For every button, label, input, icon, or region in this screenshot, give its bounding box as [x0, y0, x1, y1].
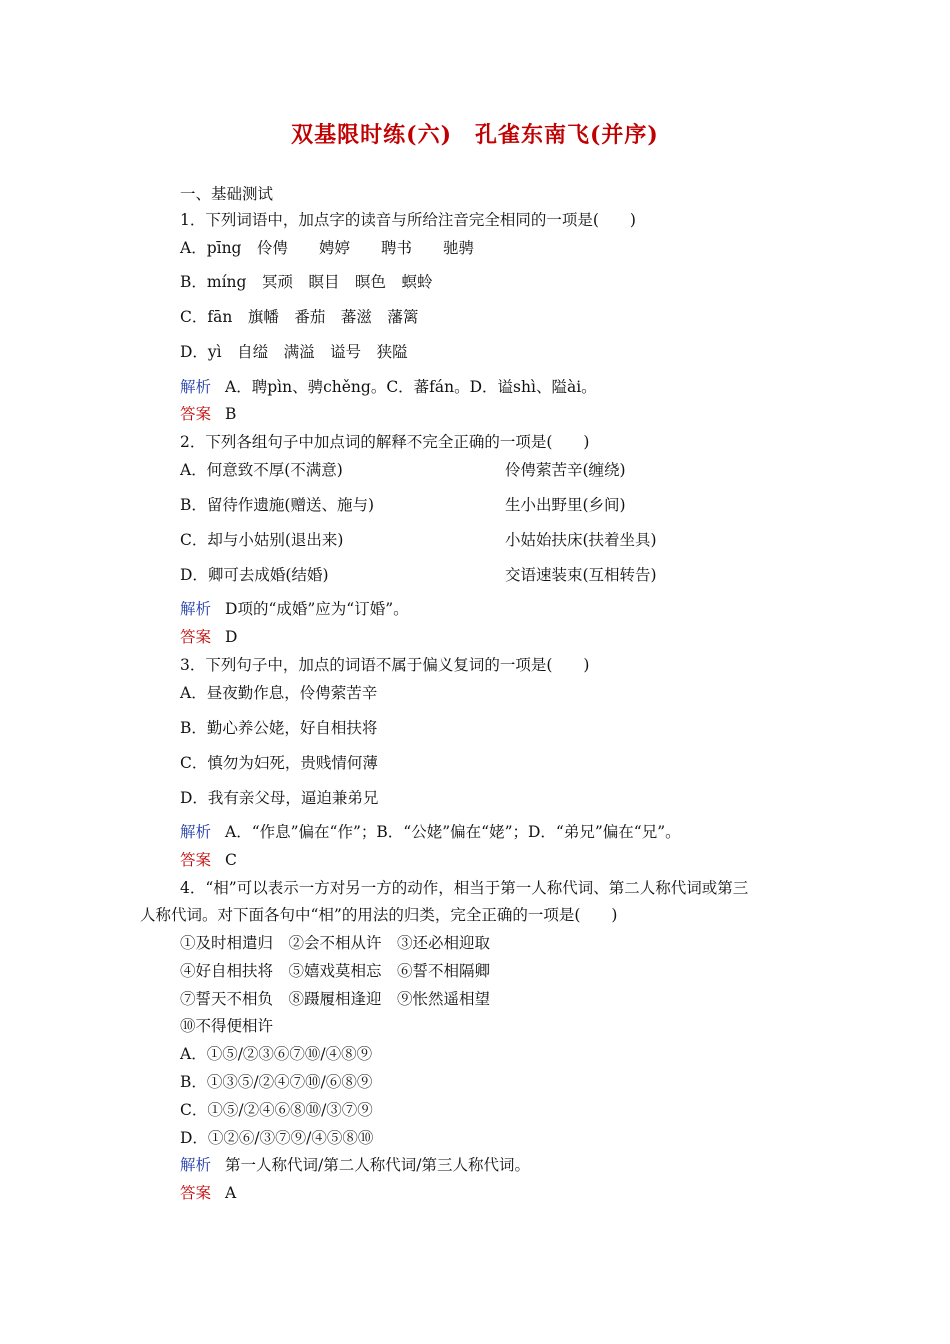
- q3-option-a: A．昼夜勤作息，伶俜萦苦辛: [180, 684, 378, 702]
- q4-stem-line2: 人称代词。对下面各句中“相”的用法的归类，完全正确的一项是( ): [140, 906, 618, 924]
- q2-answer: [180, 627, 237, 647]
- q3-stem: 3．下列句子中，加点的词语不属于偏义复词的一项是( ): [180, 656, 590, 674]
- q3-option-d: D．我有亲父母，逼迫兼弟兄: [180, 789, 379, 807]
- page-title: 双基限时练(六) 孔雀东南飞(并序): [291, 122, 659, 148]
- q3-analysis-text: A．“作息”偏在“作”；B．“公姥”偏在“姥”；D．“弟兄”偏在“兄”。: [225, 823, 681, 841]
- q1-option-c: C．fān 旗幡 番茄 蕃滋 藩篱: [180, 308, 419, 326]
- q4-stem-line1: 4．“相”可以表示一方对另一方的动作，相当于第一人称代词、第二人称代词或第三: [180, 879, 749, 897]
- q2-option-c-left: C．却与小姑别(退出来): [180, 531, 344, 549]
- answer-label: 答案: [180, 405, 212, 423]
- q2-option-b-right: 生小出野里(乡间): [505, 496, 626, 514]
- q2-option-d-right: 交语速装束(互相转告): [505, 566, 657, 584]
- q3-answer: [180, 850, 237, 870]
- q4-analysis: [180, 1155, 530, 1175]
- analysis-label: 解析: [180, 378, 212, 396]
- q2-option-a-right: 伶俜萦苦辛(缠绕): [505, 461, 626, 479]
- q4-option-c: C．①⑤/②④⑥⑧⑩/③⑦⑨: [180, 1101, 373, 1119]
- q2-option-b-left: B．留待作遗施(赠送、施与): [180, 496, 374, 514]
- answer-label: 答案: [180, 1184, 212, 1202]
- q4-option-d: D．①②⑥/③⑦⑨/④⑤⑧⑩: [180, 1129, 374, 1147]
- q3-option-c: C．慎勿为妇死，贵贱情何薄: [180, 754, 378, 772]
- q4-option-a: A．①⑤/②③⑥⑦⑩/④⑧⑨: [180, 1045, 373, 1063]
- q1-analysis: [180, 377, 597, 397]
- q3-option-b: B．勤心养公姥，好自相扶将: [180, 719, 378, 737]
- analysis-label: 解析: [180, 1156, 212, 1174]
- q1-option-a: A．pīng 伶俜 娉婷 聘书 驰骋: [180, 239, 474, 257]
- q3-answer-text: C: [225, 851, 237, 869]
- q1-option-b: B．míng 冥顽 瞑目 暝色 螟蛉: [180, 273, 433, 291]
- analysis-label: 解析: [180, 600, 212, 618]
- q4-items-row2: ④好自相扶将 ⑤嬉戏莫相忘 ⑥誓不相隔卿: [180, 962, 491, 980]
- answer-label: 答案: [180, 628, 212, 646]
- q4-items-row4: ⑩不得便相许: [180, 1017, 274, 1035]
- q2-option-a-left: A．何意致不厚(不满意): [180, 461, 343, 479]
- q4-items-row3: ⑦誓天不相负 ⑧蹑履相逢迎 ⑨怅然遥相望: [180, 990, 491, 1008]
- q4-option-b: B．①③⑤/②④⑦⑩/⑥⑧⑨: [180, 1073, 373, 1091]
- q2-stem: 2．下列各组句子中加点词的解释不完全正确的一项是( ): [180, 433, 590, 451]
- q2-answer-text: D: [225, 628, 238, 646]
- q4-items-row1: ①及时相遣归 ②会不相从许 ③还必相迎取: [180, 934, 491, 952]
- q1-stem: 1．下列词语中，加点字的读音与所给注音完全相同的一项是( ): [180, 211, 636, 229]
- answer-label: 答案: [180, 851, 212, 869]
- q1-analysis-text: A．聘pìn、骋chěng。C．蕃fán。D．谥shì、隘ài。: [225, 378, 597, 396]
- q1-answer: [180, 404, 236, 424]
- analysis-label: 解析: [180, 823, 212, 841]
- section-heading: 一、基础测试: [180, 185, 274, 203]
- q2-analysis: [180, 599, 409, 619]
- q1-answer-text: B: [225, 405, 237, 423]
- q4-analysis-text: 第一人称代词/第二人称代词/第三人称代词。: [225, 1156, 530, 1174]
- q2-option-c-right: 小姑始扶床(扶着坐具): [505, 531, 657, 549]
- q3-analysis: [180, 822, 681, 842]
- q1-option-d: D．yì 自缢 满溢 谥号 狭隘: [180, 343, 408, 361]
- q4-answer: [180, 1183, 236, 1203]
- q2-option-d-left: D．卿可去成婚(结婚): [180, 566, 329, 584]
- q4-answer-text: A: [225, 1184, 237, 1202]
- q2-analysis-text: D项的“成婚”应为“订婚”。: [225, 600, 409, 618]
